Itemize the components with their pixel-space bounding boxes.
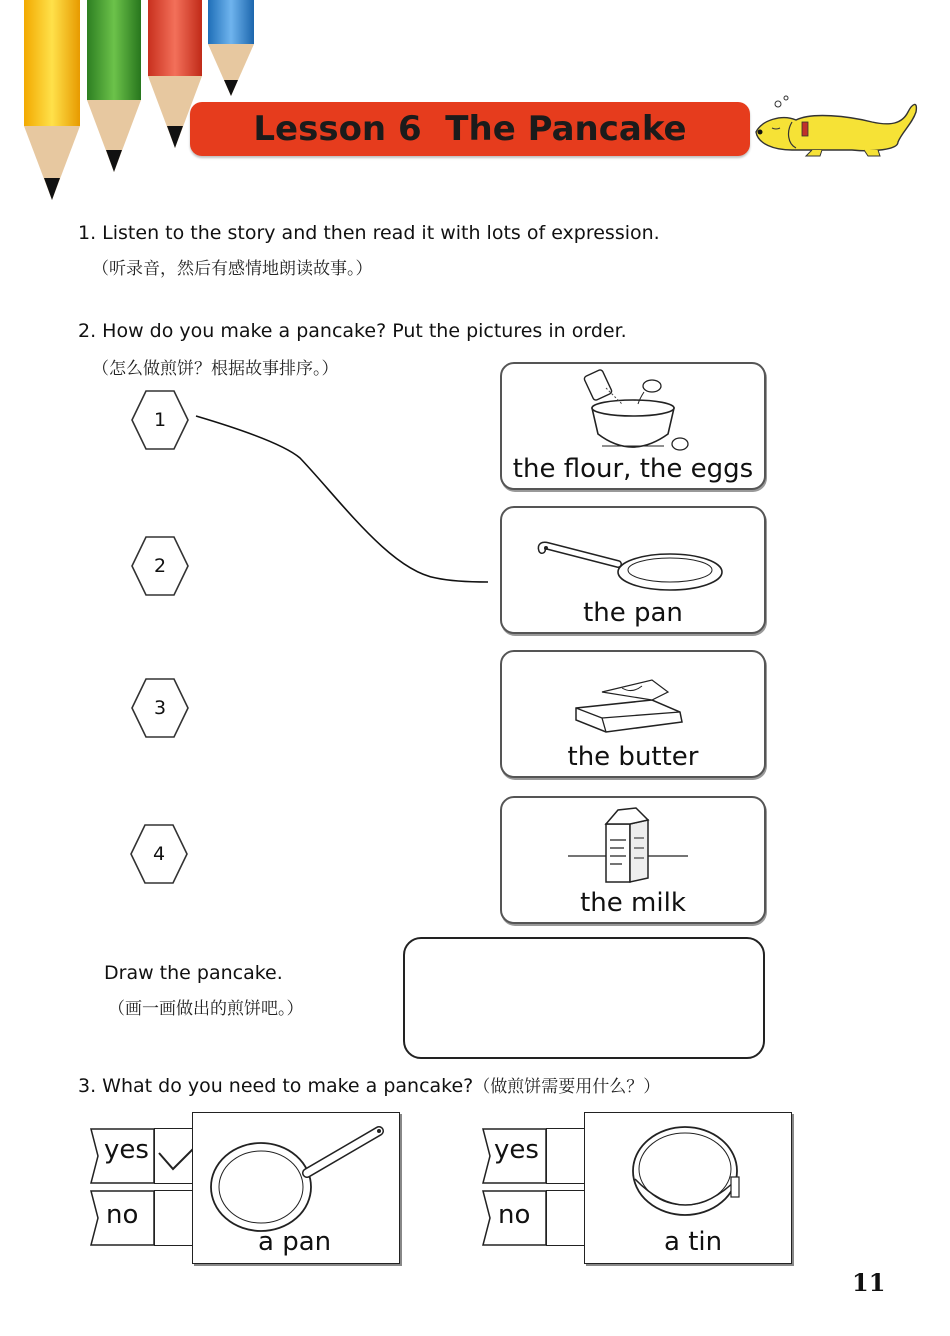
blue-pencil-icon	[206, 0, 256, 98]
order-number-2[interactable]	[131, 536, 189, 596]
yellow-pencil-icon	[22, 0, 82, 205]
title-banner	[190, 102, 750, 156]
card-label: the flour, the eggs	[512, 454, 754, 484]
question-3	[78, 1072, 660, 1097]
draw-prompt-chinese: （画一画做出的煎饼吧。）	[108, 999, 304, 1019]
order-number-4[interactable]	[130, 824, 188, 884]
question-2-text: 2. How do you make a pancake? Put the pictures in order.	[78, 320, 627, 342]
item-label: a tin	[664, 1227, 723, 1257]
page-number: 11	[852, 1268, 886, 1297]
card-butter[interactable]	[500, 650, 766, 778]
sleeping-dog-icon	[752, 92, 920, 158]
no-label: no	[498, 1200, 531, 1230]
order-number-label: 3	[153, 697, 167, 719]
drawing-area[interactable]	[403, 937, 765, 1059]
question-2-chinese: （怎么做煎饼？根据故事排序。）	[92, 359, 339, 379]
order-number-3[interactable]	[131, 678, 189, 738]
yes-label: yes	[494, 1135, 539, 1165]
matching-line	[190, 410, 495, 590]
question-3-text: 3. What do you need to make a pancake?	[78, 1075, 474, 1097]
item-label: a pan	[258, 1227, 332, 1257]
card-label: the milk	[580, 888, 686, 918]
card-flour-eggs[interactable]	[500, 362, 766, 490]
yes-label: yes	[104, 1135, 149, 1165]
question-1-text: 1. Listen to the story and then read it with lots of expression.	[78, 222, 660, 244]
draw-prompt: Draw the pancake.	[104, 962, 283, 984]
lesson-title: Lesson 6 The Pancake	[253, 109, 687, 149]
order-number-label: 2	[153, 555, 167, 577]
order-number-label: 1	[153, 409, 167, 431]
card-label: the pan	[583, 598, 683, 628]
card-label: the butter	[567, 742, 699, 772]
question-3-chinese: （做煎饼需要用什么？）	[473, 1077, 661, 1097]
no-label: no	[106, 1200, 139, 1230]
question-1-chinese: （听录音，然后有感情地朗读故事。）	[92, 259, 373, 279]
card-milk[interactable]	[500, 796, 766, 924]
green-pencil-icon	[85, 0, 143, 175]
order-number-label: 4	[152, 843, 166, 865]
order-number-1[interactable]	[131, 390, 189, 450]
card-pan[interactable]	[500, 506, 766, 634]
